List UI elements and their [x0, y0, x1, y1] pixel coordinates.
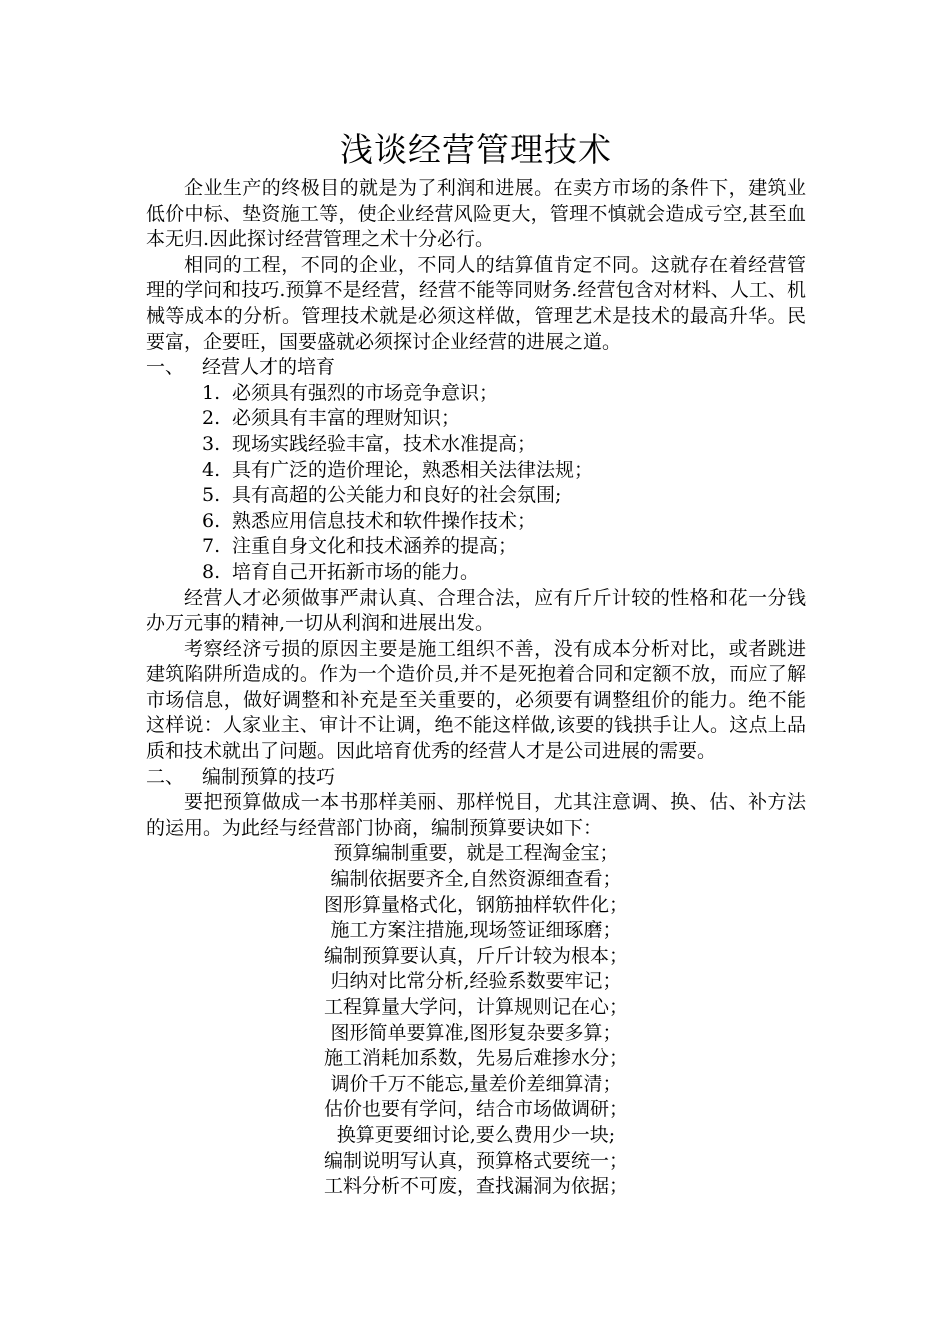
verse-line: 编制说明写认真，预算格式要统一；: [323, 1149, 628, 1172]
verse-line: 估价也要有学问，结合市场做调研；: [323, 1098, 628, 1121]
verse-line: 施工消耗加系数，先易后难掺水分；: [323, 1047, 628, 1070]
verse-line: 工料分析不可废，查找漏洞为依据；: [323, 1175, 628, 1198]
list-item: [146, 381, 806, 407]
list-item-number: 2.: [202, 407, 221, 430]
list-item-number: 8.: [202, 560, 221, 583]
section-2-heading: [146, 765, 806, 791]
list-item-number: 7.: [202, 535, 221, 558]
document-title: 浅谈经营管理技术: [340, 130, 612, 169]
section-1-number: 一、: [146, 356, 185, 379]
intro-paragraph-2: 相同的工程，不同的企业，不同人的结算值肯定不同。这就存在着经营管理的学问和技巧.预算不是经营，经营不能等同财务.经营包含对材料、人工、机械等成本的分析。管理技术就是必须这样做，管理艺术是技术的最高升华。民要富，企要旺，国要盛就必须探讨企业经营的进展之道。: [146, 253, 806, 353]
list-item: [146, 406, 806, 432]
list-item-text: 熟悉应用信息技术和软件操作技术；: [232, 509, 537, 532]
list-item-number: 1.: [202, 381, 221, 404]
budget-verse-list: [146, 841, 806, 1199]
document-page: [146, 128, 806, 1200]
list-item: [146, 483, 806, 509]
list-item-text: 现场实践经验丰富，技术水准提高；: [232, 432, 537, 455]
list-item-text: 必须具有强烈的市场竞争意识；: [232, 381, 499, 404]
section-2-paragraph: 要把预算做成一本书那样美丽、那样悦目，尤其注意调、换、估、补方法的运用。为此经与经营部门协商，编制预算要诀如下：: [146, 791, 806, 839]
verse-line: 工程算量大学问，计算规则记在心；: [323, 996, 628, 1018]
list-item-number: 6.: [202, 509, 221, 532]
list-item: [146, 560, 806, 586]
intro-paragraph-1: 企业生产的终极目的就是为了利润和进展。在卖方市场的条件下，建筑业低价中标、垫资施工等，使企业经营风险更大，管理不慎就会造成亏空,甚至血本无归.因此探讨经营管理之术十分必行。: [146, 177, 806, 251]
verse-line: 施工方案注措施,现场签证细琢磨；: [330, 919, 622, 942]
list-item-text: 必须具有丰富的理财知识；: [232, 407, 461, 430]
list-item-text: 注重自身文化和技术涵养的提高；: [232, 535, 518, 558]
list-item-text: 培育自己开拓新市场的能力。: [232, 560, 480, 583]
list-item: [146, 432, 806, 458]
list-item-text: 具有高超的公关能力和良好的社会氛围;: [232, 484, 562, 507]
section-1-heading: [146, 355, 806, 381]
list-item-text: 具有广泛的造价理论，熟悉相关法律法规；: [232, 458, 594, 481]
section-1-title: 经营人才的培育: [202, 356, 336, 379]
verse-line: 图形算量格式化，钢筋抽样软件化；: [323, 893, 628, 916]
section-1-paragraph-1: 经营人才必须做事严肃认真、合理合法，应有斤斤计较的性格和花一分钱办万元事的精神,一切从利润和进展出发。: [146, 586, 806, 635]
list-item: [146, 509, 806, 535]
verse-line: 编制预算要认真，斤斤计较为根本；: [323, 944, 628, 967]
list-item: [146, 458, 806, 484]
verse-line: 换算更要细讨论,要么费用少一块;: [336, 1123, 616, 1146]
list-item-number: 5.: [202, 484, 221, 507]
verse-line: 归纳对比常分析,经验系数要牢记；: [330, 970, 622, 993]
list-item: [146, 534, 806, 560]
verse-line: 调价千万不能忘,量差价差细算清；: [330, 1072, 622, 1095]
section-2-title: 编制预算的技巧: [202, 765, 336, 788]
list-item-number: 4.: [202, 458, 221, 481]
section-1-paragraph-2: 考察经济亏损的原因主要是施工组织不善，没有成本分析对比，或者跳进建筑陷阱所造成的。作为一个造价员,并不是死抱着合同和定额不放，而应了解市场信息，做好调整和补充是至关重要的，必须要有调整组价的能力。绝不能这样说：人家业主、审计不让调，绝不能这样做,该要的钱拱手让人。这点上品质和技术就出了问题。因此培育优秀的经营人才是公司进展的需要。: [146, 637, 806, 763]
verse-line: 图形简单要算准,图形复杂要多算；: [330, 1021, 622, 1044]
list-item-number: 3.: [202, 432, 221, 455]
talent-requirements-list: [146, 381, 806, 586]
section-2-number: 二、: [146, 765, 185, 788]
verse-line: 编制依据要齐全,自然资源细查看；: [330, 868, 622, 891]
verse-line: 预算编制重要，就是工程淘金宝；: [333, 842, 619, 865]
